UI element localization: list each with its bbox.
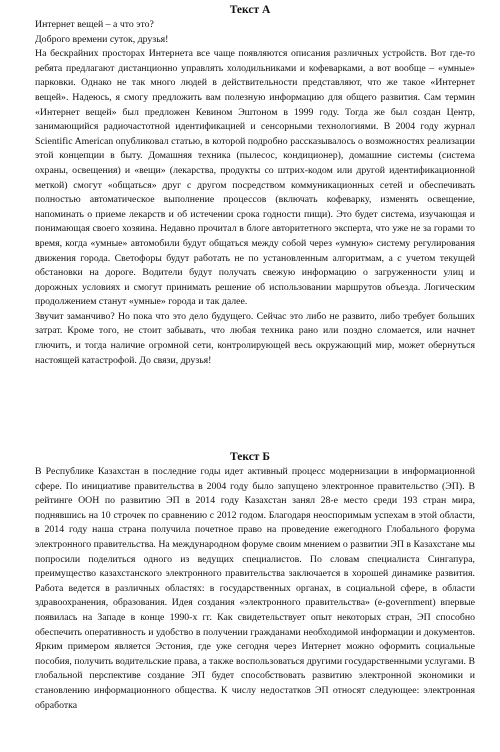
text-b-title: Текст Б [230,451,270,463]
text-a-title: Текст А [229,4,271,16]
page-bottom-fade [0,744,500,752]
text-a-paragraph-closing: Звучит заманчиво? Но пока что это дело будущего. Сейчас это либо не развито, либо требует больших затрат. Кроме того, не стоит забывать, что любая техника рано или поздно сломается, или начнет глючить, и тогда наличие огромной сети, контролирующей весь окружающий мир, может обернуться настоящей катастрофой. До связи, друзья! [35,310,475,366]
text-a-body [35,18,475,368]
text-b-body [35,465,475,713]
text-a-greeting: Доброго времени суток, друзья! [35,33,169,45]
text-a-heading-line: Интернет вещей – а что это? [35,19,154,30]
text-a-paragraph-main: На бескрайних просторах Интернета все чаще появляются описания различных устройств. Вот где-то ребята предлагают дистанционно управлять холодильниками и кофеварками, а вот вообще – «умные» парковки. Однако не так много людей в действительности представляют, что же такое «Интернет вещей». Надеюсь, я смогу предложить вам полезную информацию для общего развития. Сам термин «Интернет вещей» был предложен Кевином Эштоном в 1999 году. Тогда же был создан Центр, занимающийся радиочастотной идентификацией и сенсорными технологиями. В 2004 году журнал Scientific American опубликовал статью, в которой подробно рассказывалось о возможностях реализации этой концепции в быту. Домашняя техника (пылесос, кондиционер), домашние системы (система охраны, освещения) и «вещи» (лекарства, продукты со штрих-кодом или другой идентификационной меткой) смогут «общаться» друг с другом посредством коммуникационных сетей и обеспечивать полностью автоматическое выполнение процессов (включать кофеварку, изменять освещение, напоминать о приеме лекарств и об истечении срока годности пищи). Это будет система, изучающая и понимающая своего хозяина. Недавно прочитал в блоге авторитетного эксперта, что уже не за горами то время, когда «умные» автомобили будут общаться между собой через «умную» систему регулирования движения города. Светофоры будут работать не по установленным алгоритмам, а с учетом текущей обстановки на дороге. Водители будут получать свежую информацию о загруженности улиц и дорожных условиях и смогут принимать решение об использовании маршрутов объезда. Логическим продолжением станут «умные» города и так далее. [35,48,475,308]
text-b-paragraph-main: В Республике Казахстан в последние годы идет активный процесс модернизации в информационной сфере. По инициативе правительства в 2004 году было запущено электронное правительство (ЭП). В рейтинге ООН по развитию ЭП в 2014 году Казахстан занял 28-е место среди 193 стран мира, поднявшись на 10 строчек по сравнению с 2012 годом. Благодаря неоспоримым успехам в этой области, в 2014 году наша страна получила почетное право на проведение ежегодного Глобального форума электронного правительства. На международном форуме своим мнением о развитии ЭП в Казахстане мы попросили поделиться одного из ведущих специалистов. По словам специалиста Сингапура, преимущество казахстанского электронного правительства заключается в хорошей динамике развития. Работа ведется в различных областях: в государственных органах, в социальной сфере, в области здравоохранения, образования. Идея создания «электронного правительства» (e-government) впервые появилась на Западе в конце 1990-х гг. Как свидетельствует опыт некоторых стран, ЭП способно обеспечить оперативность и удобство в получении гражданами необходимой информации и документов. Ярким примером является Эстония, где уже сегодня через Интернет можно оформить социальные пособия, получить водительские права, а также воспользоваться другими государственными услугами. В глобальной перспективе создание ЭП будет способствовать развитию электронной экономики и становлению информационного общества. К числу недостатков ЭП относят следующее: электронная обработка [35,466,475,711]
